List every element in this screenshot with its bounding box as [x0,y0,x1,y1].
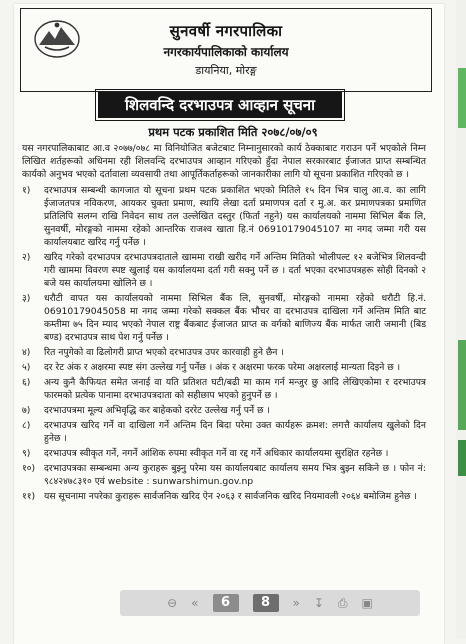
item-number: ४) [22,347,31,358]
office-name: नगरकार्यपालिकाको कार्यालय [163,45,289,59]
list-item [22,251,426,290]
item-text: खरिद गरेको दरभाउपत्र दरभाउपत्रदाताले खाममा राखी खरीद गर्ने अन्तिम मितिको भोलीपल्ट १२ बजेभित्र शिलवन्दी गरी खाममा विवरण स्पष्ट खुलाई यस कार्यालयमा दर्ता गरी सक्नु पर्ने छ । दर्ता भएका दरभाउपत्रहरू सोही दिनको २ बजे यस कार्यालयमा खोलिने छ । [44,252,426,289]
item-number: ६) [22,377,31,388]
item-text: दरभाउपत्रका सम्बन्धमा अन्य कुराहरू बुझ्नु परेमा यस कार्यालयबाट कार्यालय समय भित्र बुझ्न सकिने छ । फोन नं: ९८४२४७८३१० एवं website : sunwarshimun.gov.np [44,463,426,487]
item-number: १०) [22,463,36,474]
list-item [22,404,426,417]
page-number[interactable]: 8 [253,594,279,612]
notice-title: शिलवन्दि दरभाउपत्र आव्हान सूचना [98,92,342,118]
download-icon[interactable]: ↧ [313,596,324,610]
side-tab-green[interactable] [458,440,466,476]
letterhead [20,8,432,92]
item-text: धरौटी वापत यस कार्यालयको नाममा सिभिल बैंक लि, सुनवर्षी, मोरङ्गको नाममा रहेको धरौटी हि.नं. 06910179045058 मा नगद जम्मा गरेको सक्कल बैंक भौचर वा दरभाउपत्र दाखिला गर्ने अन्तिम मिति बाट कम्तीमा ७५ दिन म्याद भएको नेपाल राष्ट्र बैंकबाट ईजाजत प्राप्त क वर्गको बाणिज्य बैंक मार्फत जारी जमानी (बिड बण्ड) दरभाउपत्र साथ पेश गर्नु पर्नेछ । [44,293,426,343]
list-item [22,462,426,488]
item-number: ८) [22,420,31,431]
item-text: यस सूचनामा नपरेका कुराहरू सार्वजनिक खरिद ऐन २०६३ र सार्वजनिक खरिद नियमावली २०६४ बमोजिम हुनेछ । [44,491,417,502]
zoom-out-icon[interactable]: ⊖ [167,596,178,610]
list-item [22,447,426,460]
side-tab-green[interactable] [458,68,466,128]
notice-body [22,142,426,505]
side-tab-green[interactable] [458,340,466,430]
list-item [22,184,426,249]
item-text: दरभाउपत्रमा मूल्य अभिवृद्धि कर बाहेकको दररेट उल्लेख गर्नु पर्ने छ । [44,405,270,416]
item-text: दर रेट अंक र अक्षरमा स्पष्ट संग उल्लेख गर्नु पर्नेछ । अंक र अक्षरमा फरक परेमा अक्षरलाई मान्यता दिइने छ । [44,362,401,373]
next-page-icon[interactable]: » [292,596,300,610]
item-number: १) [22,185,31,196]
list-item [22,346,426,359]
item-text: अन्य कुनै कैफियत समेत जनाई वा यति प्रतिशत घटी/बढी मा काम गर्न मन्जुर छु आदि लेखिएकोमा र दरभाउपत्र फारमको प्रत्येक पानामा दरभाउपत्रदाता को सहीछाप भएको हुनुपर्ने छ । [44,377,426,401]
page-number[interactable]: 6 [213,594,239,612]
print-icon[interactable]: ⎙ [337,595,348,610]
item-number: ११) [22,491,36,502]
list-item [22,490,426,503]
list-item [22,292,426,344]
terms-list [22,184,426,503]
fullscreen-icon[interactable]: ▣ [361,596,373,610]
list-item [22,361,426,374]
list-item [22,419,426,445]
item-number: ७) [22,405,31,416]
item-text: दरभाउपत्र सम्बन्धी कागजात यो सूचना प्रथम पटक प्रकाशित भएको मितिले १५ दिन भित्र चालु आ.व. का लागि ईजाजतपत्र नविकरण, आयकर चुक्ता प्रमाण, स्थायि लेखा दर्ता प्रमाणपत्र दर्ता र मु.अ. कर प्रमाणपत्रका प्रमाणित प्रतिलिपि सलग्न राखि निवेदन साथ तल उल्लेखित दस्तुर (फिर्ता नहुने) यस कार्यालयको नाममा सिभिल बैंक लि, सुनवर्षी, मोरङ्गको नाममा रहेको आन्तरिक राजश्व खाता हि.नं 06910179045107 मा नगद जम्मा गरी यस कार्यालयबाट खरिद गर्नु पर्नेछ । [44,185,426,248]
right-scrollbar[interactable] [456,0,466,639]
item-number: ५) [22,362,31,373]
item-number: ९) [22,448,31,459]
list-item [22,376,426,402]
office-address: डायनिया, मोरङ्ग [195,64,257,77]
item-text: रित नपुगेको वा ढिलोगरी प्राप्त भएको दरभाउपत्र उपर कारवाही हुने छैन । [44,347,284,358]
publication-date: प्रथम पटक प्रकाशित मिति २०७८/०७/०९ [148,125,318,139]
intro-paragraph: यस नगरपालिकाबाट आ.व २०७७/०७८ मा विनियोजित बजेटबाट निम्नानुसारको कार्य ठेक्काबाट गराउन पर्ने भएकोले निम्न लिखित शर्तहरूको अधिनमा रही शिलवन्दि दरभाउपत्र आव्हान गरिएको हुँदा नेपाल सरकारबाट ईजाजत प्राप्त सम्बन्धित कार्यको अनुभव भएको दर्तावाला व्यवसायी तथा आपूर्तिकर्ताहरूको जानकारीका लागि यो सूचना प्रकाशित गरिएको छ । [22,143,426,180]
item-number: ३) [22,293,31,304]
item-text: दरभाउपत्र स्वीकृत गर्ने, नगर्ने आंशिक रुपमा स्वीकृत गर्ने वा रद्द गर्ने अधिकार कार्यालयमा सुरक्षित रहनेछ । [44,448,389,459]
item-text: दरभाउपत्र खरिद गर्ने वा दाखिला गर्ने अन्तिम दिन बिदा परेमा उक्त कार्यहरू क्रमश: लगत्तै कार्यालय खुलेको दिन हुनेछ । [44,420,426,444]
item-number: २) [22,252,31,263]
prev-page-icon[interactable]: « [191,596,199,610]
org-name: सुनवर्षी नगरपालिका [169,22,283,40]
pdf-viewer-toolbar [120,590,420,616]
